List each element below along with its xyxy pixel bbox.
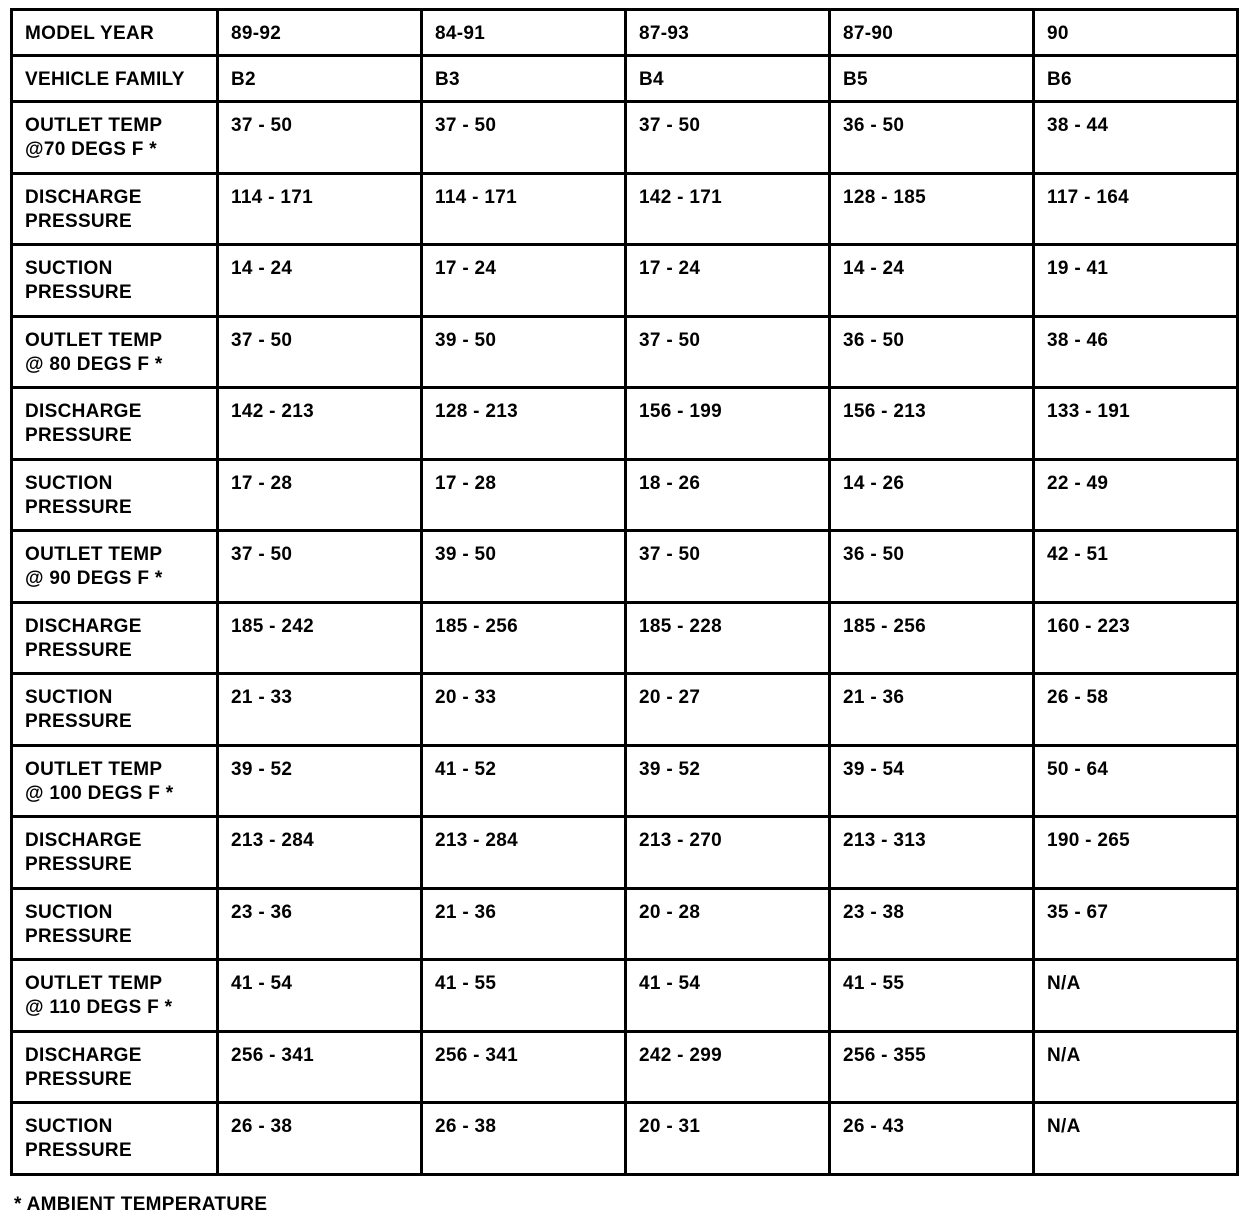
row-label-line: @ 80 DEGS F * xyxy=(25,353,163,375)
value-cell: 117 - 164 xyxy=(1034,173,1238,245)
row-label-line: PRESSURE xyxy=(25,425,132,446)
value-cell: 14 - 24 xyxy=(830,245,1034,317)
value-cell: 185 - 228 xyxy=(626,602,830,674)
row-label-line: PRESSURE xyxy=(25,210,132,232)
row-label-line: SUCTION xyxy=(25,687,113,708)
header-cell: B4 xyxy=(626,56,830,102)
row-label-line: OUTLET TEMP xyxy=(25,973,163,994)
value-cell: 23 - 36 xyxy=(218,888,422,960)
value-cell: 41 - 55 xyxy=(830,960,1034,1032)
table-row xyxy=(12,674,1238,746)
row-label-line: PRESSURE xyxy=(25,711,132,732)
value-cell: 142 - 171 xyxy=(626,173,830,245)
value-cell: 39 - 54 xyxy=(830,745,1034,817)
row-label-line: DISCHARGE xyxy=(25,1044,142,1066)
value-cell: N/A xyxy=(1034,960,1238,1032)
header-cell: 87-93 xyxy=(626,10,830,56)
row-label-line: @ 110 DEGS F * xyxy=(25,997,173,1018)
table-row xyxy=(12,245,1238,317)
row-label xyxy=(12,388,218,460)
value-cell: 19 - 41 xyxy=(1034,245,1238,317)
value-cell: 17 - 24 xyxy=(422,245,626,317)
value-cell: 36 - 50 xyxy=(830,531,1034,603)
value-cell: 41 - 54 xyxy=(218,960,422,1032)
value-cell: 21 - 33 xyxy=(218,674,422,746)
table-row xyxy=(12,960,1238,1032)
table-row xyxy=(12,388,1238,460)
value-cell: 256 - 341 xyxy=(218,1031,422,1103)
row-label-line: PRESSURE xyxy=(25,925,132,947)
header-cell: 90 xyxy=(1034,10,1238,56)
row-label-line: OUTLET TEMP xyxy=(25,758,163,780)
value-cell: 114 - 171 xyxy=(218,173,422,245)
row-label-line: PRESSURE xyxy=(25,1140,132,1161)
table-row xyxy=(12,602,1238,674)
row-label-line: PRESSURE xyxy=(25,282,132,303)
table-row xyxy=(12,1103,1238,1175)
value-cell: 20 - 28 xyxy=(626,888,830,960)
value-cell: 20 - 27 xyxy=(626,674,830,746)
value-cell: 17 - 28 xyxy=(218,459,422,531)
row-label xyxy=(12,602,218,674)
row-label-line: SUCTION xyxy=(25,258,113,279)
row-label xyxy=(12,316,218,388)
header-cell: 89-92 xyxy=(218,10,422,56)
row-label xyxy=(12,459,218,531)
value-cell: 242 - 299 xyxy=(626,1031,830,1103)
value-cell: 37 - 50 xyxy=(626,316,830,388)
value-cell: 37 - 50 xyxy=(218,531,422,603)
value-cell: 35 - 67 xyxy=(1034,888,1238,960)
row-label-line: PRESSURE xyxy=(25,854,132,875)
value-cell: 37 - 50 xyxy=(218,102,422,174)
value-cell: 213 - 313 xyxy=(830,817,1034,889)
row-label xyxy=(12,817,218,889)
table-row xyxy=(12,459,1238,531)
table-row xyxy=(12,173,1238,245)
header-cell: B3 xyxy=(422,56,626,102)
row-label xyxy=(12,960,218,1032)
specification-table-body xyxy=(12,10,1238,1175)
value-cell: 14 - 26 xyxy=(830,459,1034,531)
value-cell: 21 - 36 xyxy=(422,888,626,960)
value-cell: 26 - 43 xyxy=(830,1103,1034,1175)
row-label-line: @ 100 DEGS F * xyxy=(25,782,174,804)
value-cell: 213 - 284 xyxy=(422,817,626,889)
value-cell: 41 - 55 xyxy=(422,960,626,1032)
value-cell: 190 - 265 xyxy=(1034,817,1238,889)
value-cell: 20 - 31 xyxy=(626,1103,830,1175)
row-label-line: @ 90 DEGS F * xyxy=(25,568,163,589)
value-cell: 36 - 50 xyxy=(830,102,1034,174)
value-cell: 185 - 242 xyxy=(218,602,422,674)
footnote: * AMBIENT TEMPERATURE xyxy=(14,1194,268,1215)
value-cell: 22 - 49 xyxy=(1034,459,1238,531)
value-cell: 128 - 185 xyxy=(830,173,1034,245)
value-cell: 37 - 50 xyxy=(626,102,830,174)
row-label xyxy=(12,1031,218,1103)
table-row xyxy=(12,531,1238,603)
value-cell: 38 - 46 xyxy=(1034,316,1238,388)
value-cell: 213 - 284 xyxy=(218,817,422,889)
value-cell: 39 - 50 xyxy=(422,316,626,388)
model-year-row xyxy=(12,10,1238,56)
value-cell: N/A xyxy=(1034,1031,1238,1103)
row-label-line: SUCTION xyxy=(25,1116,113,1137)
table-row xyxy=(12,316,1238,388)
value-cell: 18 - 26 xyxy=(626,459,830,531)
table-row xyxy=(12,1031,1238,1103)
table-row xyxy=(12,817,1238,889)
value-cell: 128 - 213 xyxy=(422,388,626,460)
row-label xyxy=(12,531,218,603)
table-row xyxy=(12,888,1238,960)
row-label: VEHICLE FAMILY xyxy=(12,56,218,102)
value-cell: 36 - 50 xyxy=(830,316,1034,388)
value-cell: 41 - 52 xyxy=(422,745,626,817)
value-cell: 26 - 38 xyxy=(422,1103,626,1175)
row-label-line: DISCHARGE xyxy=(25,186,142,208)
row-label xyxy=(12,245,218,317)
value-cell: 142 - 213 xyxy=(218,388,422,460)
row-label-line: SUCTION xyxy=(25,901,113,923)
row-label-line: PRESSURE xyxy=(25,1068,132,1090)
value-cell: 38 - 44 xyxy=(1034,102,1238,174)
header-cell: 87-90 xyxy=(830,10,1034,56)
value-cell: 39 - 50 xyxy=(422,531,626,603)
value-cell: 160 - 223 xyxy=(1034,602,1238,674)
row-label: MODEL YEAR xyxy=(12,10,218,56)
value-cell: 133 - 191 xyxy=(1034,388,1238,460)
value-cell: 14 - 24 xyxy=(218,245,422,317)
value-cell: 17 - 24 xyxy=(626,245,830,317)
value-cell: 26 - 38 xyxy=(218,1103,422,1175)
value-cell: 185 - 256 xyxy=(422,602,626,674)
value-cell: 256 - 341 xyxy=(422,1031,626,1103)
specification-table xyxy=(10,8,1239,1176)
value-cell: 114 - 171 xyxy=(422,173,626,245)
value-cell: 156 - 199 xyxy=(626,388,830,460)
value-cell: 42 - 51 xyxy=(1034,531,1238,603)
row-label-line: DISCHARGE xyxy=(25,615,142,637)
row-label xyxy=(12,888,218,960)
value-cell: 21 - 36 xyxy=(830,674,1034,746)
value-cell: 185 - 256 xyxy=(830,602,1034,674)
value-cell: 37 - 50 xyxy=(218,316,422,388)
table-row xyxy=(12,745,1238,817)
value-cell: 213 - 270 xyxy=(626,817,830,889)
value-cell: 39 - 52 xyxy=(218,745,422,817)
value-cell: 26 - 58 xyxy=(1034,674,1238,746)
row-label-line: DISCHARGE xyxy=(25,401,142,422)
header-cell: B5 xyxy=(830,56,1034,102)
row-label-line: OUTLET TEMP xyxy=(25,329,163,351)
row-label-line: PRESSURE xyxy=(25,639,132,661)
value-cell: 156 - 213 xyxy=(830,388,1034,460)
value-cell: N/A xyxy=(1034,1103,1238,1175)
row-label xyxy=(12,674,218,746)
header-cell: B2 xyxy=(218,56,422,102)
ac-performance-chart xyxy=(10,8,1238,1176)
value-cell: 17 - 28 xyxy=(422,459,626,531)
value-cell: 50 - 64 xyxy=(1034,745,1238,817)
row-label-line: @70 DEGS F * xyxy=(25,139,157,160)
row-label-line: SUCTION xyxy=(25,472,113,494)
value-cell: 37 - 50 xyxy=(422,102,626,174)
value-cell: 37 - 50 xyxy=(626,531,830,603)
value-cell: 41 - 54 xyxy=(626,960,830,1032)
header-cell: 84-91 xyxy=(422,10,626,56)
value-cell: 39 - 52 xyxy=(626,745,830,817)
row-label-line: OUTLET TEMP xyxy=(25,115,163,136)
value-cell: 23 - 38 xyxy=(830,888,1034,960)
value-cell: 256 - 355 xyxy=(830,1031,1034,1103)
value-cell: 20 - 33 xyxy=(422,674,626,746)
row-label xyxy=(12,1103,218,1175)
row-label xyxy=(12,745,218,817)
row-label-line: PRESSURE xyxy=(25,496,132,518)
row-label-line: DISCHARGE xyxy=(25,830,142,851)
row-label xyxy=(12,173,218,245)
header-cell: B6 xyxy=(1034,56,1238,102)
vehicle-family-row xyxy=(12,56,1238,102)
row-label-line: OUTLET TEMP xyxy=(25,544,163,565)
row-label xyxy=(12,102,218,174)
table-row xyxy=(12,102,1238,174)
